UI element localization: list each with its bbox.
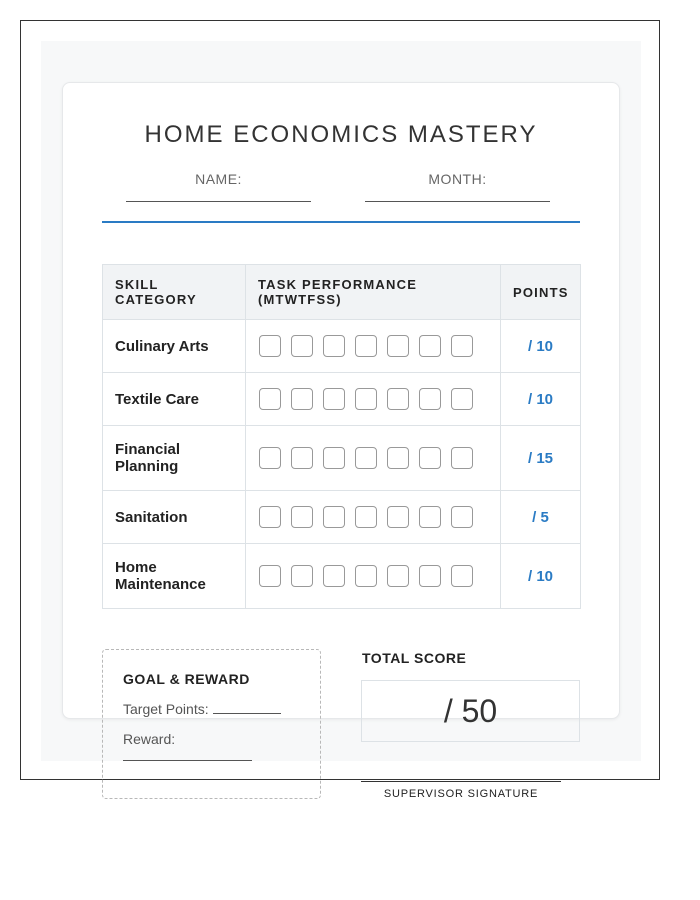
day-checkbox[interactable] xyxy=(291,565,313,587)
task-performance-cell xyxy=(246,373,501,426)
total-score-label: TOTAL SCORE xyxy=(362,650,467,666)
day-checkbox[interactable] xyxy=(387,447,409,469)
day-checkbox[interactable] xyxy=(451,335,473,357)
day-checkbox[interactable] xyxy=(387,388,409,410)
points-cell: / 10 xyxy=(501,373,581,426)
signature-line[interactable] xyxy=(361,781,561,782)
task-performance-cell xyxy=(246,320,501,373)
skill-category-cell: Home Maintenance xyxy=(103,544,246,609)
day-checkbox[interactable] xyxy=(419,335,441,357)
day-checkbox[interactable] xyxy=(451,506,473,528)
points-cell: / 10 xyxy=(501,320,581,373)
day-checkbox[interactable] xyxy=(419,447,441,469)
total-score-box: / 50 xyxy=(361,680,580,742)
day-checkbox[interactable] xyxy=(387,565,409,587)
day-checkbox[interactable] xyxy=(355,388,377,410)
day-checkbox[interactable] xyxy=(259,388,281,410)
task-performance-cell xyxy=(246,426,501,491)
day-checkbox[interactable] xyxy=(451,565,473,587)
name-label: NAME: xyxy=(195,171,242,187)
day-checkbox[interactable] xyxy=(291,335,313,357)
task-performance-cell xyxy=(246,491,501,544)
month-label: MONTH: xyxy=(428,171,487,187)
target-points-field[interactable] xyxy=(213,701,281,714)
day-checkbox[interactable] xyxy=(419,388,441,410)
header-task-performance: TASK PERFORMANCE (MTWTFSS) xyxy=(246,265,501,320)
page-title: HOME ECONOMICS MASTERY xyxy=(144,121,538,148)
name-field[interactable] xyxy=(126,201,311,202)
goal-title: GOAL & REWARD xyxy=(123,671,250,687)
table-row xyxy=(103,426,581,491)
skill-category-cell: Sanitation xyxy=(103,491,246,544)
header-skill-category: SKILL CATEGORY xyxy=(103,265,246,320)
table-row xyxy=(103,544,581,609)
day-checkbox[interactable] xyxy=(259,447,281,469)
day-checkbox[interactable] xyxy=(355,447,377,469)
reward-field[interactable] xyxy=(123,760,252,761)
header-points: POINTS xyxy=(501,265,581,320)
header-divider xyxy=(102,221,580,223)
points-cell: / 15 xyxy=(501,426,581,491)
day-checkbox[interactable] xyxy=(323,447,345,469)
reward-label: Reward: xyxy=(123,731,176,747)
day-checkbox[interactable] xyxy=(451,388,473,410)
day-checkbox[interactable] xyxy=(355,335,377,357)
day-checkbox[interactable] xyxy=(451,447,473,469)
points-cell: / 5 xyxy=(501,491,581,544)
day-checkbox[interactable] xyxy=(291,388,313,410)
day-checkbox[interactable] xyxy=(323,565,345,587)
day-checkbox[interactable] xyxy=(259,565,281,587)
task-performance-cell xyxy=(246,544,501,609)
target-points-line xyxy=(123,701,281,717)
day-checkbox[interactable] xyxy=(387,335,409,357)
day-checkbox[interactable] xyxy=(259,506,281,528)
day-checkbox[interactable] xyxy=(419,565,441,587)
day-checkbox[interactable] xyxy=(323,335,345,357)
table-row xyxy=(103,491,581,544)
day-checkbox[interactable] xyxy=(323,506,345,528)
day-checkbox[interactable] xyxy=(323,388,345,410)
month-field[interactable] xyxy=(365,201,550,202)
points-cell: / 10 xyxy=(501,544,581,609)
day-checkbox[interactable] xyxy=(387,506,409,528)
skill-category-cell: Culinary Arts xyxy=(103,320,246,373)
table-header-row xyxy=(103,265,581,320)
table-row xyxy=(103,320,581,373)
skills-table xyxy=(102,264,581,609)
signature-label: SUPERVISOR SIGNATURE xyxy=(383,788,539,800)
target-points-label: Target Points: xyxy=(123,701,209,717)
skill-category-cell: Textile Care xyxy=(103,373,246,426)
table-row xyxy=(103,373,581,426)
day-checkbox[interactable] xyxy=(355,506,377,528)
day-checkbox[interactable] xyxy=(259,335,281,357)
day-checkbox[interactable] xyxy=(291,447,313,469)
day-checkbox[interactable] xyxy=(355,565,377,587)
skill-category-cell: Financial Planning xyxy=(103,426,246,491)
day-checkbox[interactable] xyxy=(419,506,441,528)
day-checkbox[interactable] xyxy=(291,506,313,528)
